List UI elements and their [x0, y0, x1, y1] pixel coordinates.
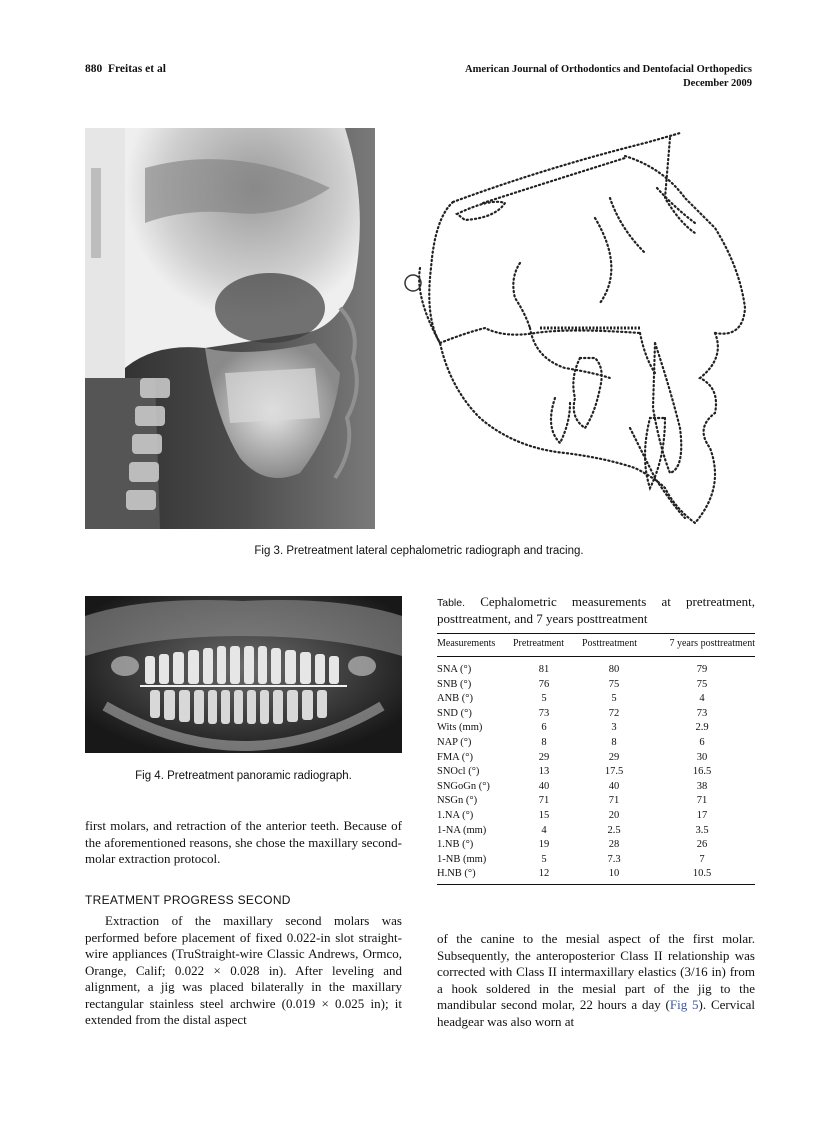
measurement-value: 79 [696, 664, 708, 675]
journal-name: American Journal of Orthodontics and Dentofacial Orthopedics [465, 64, 752, 75]
table-row [437, 663, 755, 678]
table-row [437, 721, 755, 736]
measurement-value: 15 [538, 809, 550, 821]
measurement-value: 10.5 [692, 868, 712, 880]
measurement-value: 72 [608, 707, 620, 719]
lateral-cephalometric-radiograph [85, 128, 375, 529]
table-row [437, 867, 755, 882]
measurement-value: 81 [538, 664, 550, 675]
measurement-value: 10 [608, 868, 620, 880]
table-top-rule [437, 633, 755, 634]
measurement-value: 71 [538, 795, 550, 807]
measurement-value: 75 [696, 678, 708, 690]
figure-4-caption: Fig 4. Pretreatment panoramic radiograph. [135, 770, 352, 782]
measurement-value: 17 [696, 809, 708, 821]
table-header-cell: Pretreatment [513, 638, 565, 649]
measurement-value: 3 [611, 722, 617, 734]
measurement-value: 80 [608, 664, 620, 675]
table-bottom-rule [437, 884, 755, 885]
measurement-value: 6 [541, 722, 547, 734]
panoramic-radiograph [85, 596, 402, 753]
text-run: of the canine to the mesial aspect of the first molar. Subsequently, the anteroposterior Class II relationship was corrected with Class II intermaxillary elastics (3/16 in) from a hook soldered in the mesial part of the jig to the mandibular second molar, 22 hours a day ( [437, 931, 755, 1012]
running-header-left: 880 Freitas et al [85, 63, 166, 75]
table-row [437, 707, 755, 722]
table-row [437, 780, 755, 795]
measurement-value: 38 [696, 780, 708, 792]
measurement-value: 8 [611, 736, 617, 748]
measurement-name: ANB (°) [437, 693, 473, 705]
measurement-name: SNA (°) [437, 664, 472, 675]
table-row [437, 838, 755, 853]
table-row [437, 765, 755, 780]
measurement-value: 73 [696, 707, 708, 719]
measurement-name: Wits (mm) [437, 722, 483, 734]
table-row [437, 751, 755, 766]
table-header-cell: 7 years posttreatment [669, 638, 755, 649]
measurement-name: SND (°) [437, 707, 472, 719]
table-row [437, 794, 755, 809]
table-row [437, 824, 755, 839]
table-row [437, 678, 755, 693]
table-row [437, 692, 755, 707]
running-header-right [465, 63, 752, 91]
table-header-cell: Measurements [437, 638, 496, 649]
measurement-value: 6 [699, 736, 705, 748]
measurement-value: 71 [608, 795, 620, 807]
measurement-value: 3.5 [695, 824, 709, 836]
measurement-value: 71 [696, 795, 708, 807]
issue-date: December 2009 [683, 78, 752, 89]
table-header-rule [437, 656, 755, 657]
measurement-value: 5 [541, 693, 547, 705]
measurement-name: SNGoGn (°) [437, 780, 490, 792]
table-label: Table. [437, 597, 466, 609]
paragraph: first molars, and retraction of the anterior teeth. Because of the aforementioned reasons, she chose the maxillary second-molar extraction protocol. [85, 818, 402, 866]
text-run: ). Cervical headgear was also worn at [437, 997, 755, 1029]
section-heading: TREATMENT PROGRESS SECOND [85, 893, 291, 907]
measurement-value: 4 [541, 824, 547, 836]
measurement-value: 40 [538, 780, 550, 792]
measurement-name: H.NB (°) [437, 868, 476, 880]
measurement-value: 12 [538, 868, 550, 880]
paragraph [437, 931, 755, 1030]
measurement-name: 1-NA (mm) [437, 824, 487, 836]
measurement-name: 1.NA (°) [437, 809, 474, 821]
measurement-value: 2.5 [607, 824, 621, 836]
measurement-name: 1.NB (°) [437, 839, 474, 851]
measurement-value: 2.9 [695, 722, 709, 734]
measurement-name: FMA (°) [437, 751, 473, 763]
measurement-value: 20 [608, 809, 620, 821]
measurement-value: 16.5 [692, 766, 712, 778]
measurement-value: 19 [538, 839, 550, 851]
figure-5-link[interactable]: Fig 5 [669, 997, 699, 1012]
measurement-value: 8 [541, 736, 547, 748]
measurement-name: 1-NB (mm) [437, 853, 487, 865]
measurement-value: 75 [608, 678, 620, 690]
measurement-value: 17.5 [604, 766, 624, 778]
measurement-value: 7.3 [607, 853, 621, 865]
measurement-value: 30 [696, 751, 708, 763]
cephalometric-table [437, 663, 755, 882]
measurement-value: 13 [538, 766, 550, 778]
measurement-name: NAP (°) [437, 736, 472, 748]
measurement-name: NSGn (°) [437, 795, 478, 807]
measurement-value: 29 [538, 751, 550, 763]
measurement-value: 76 [538, 678, 550, 690]
cephalometric-tracing [395, 128, 765, 529]
measurement-value: 4 [699, 693, 705, 705]
figure-3-caption: Fig 3. Pretreatment lateral cephalometric radiograph and tracing. [254, 545, 584, 557]
paragraph: Extraction of the maxillary second molars was performed before placement of fixed 0.022-in slot straight-wire appliances (TruStraight-wire Classic Andrews, Ormco, Orange, Calif; 0.022 × 0.028 in). After leveling and alignment, a jig was placed bilaterally in the maxillary rectangular stainless steel archwire (0.019 × 0.025 in); it extended from the distal aspect [85, 913, 402, 1027]
measurement-value: 26 [696, 839, 708, 851]
measurement-name: SNB (°) [437, 678, 472, 690]
measurement-value: 29 [608, 751, 620, 763]
measurement-name: SNOcl (°) [437, 766, 480, 778]
table-row [437, 809, 755, 824]
table-caption [437, 594, 755, 627]
table-title: Cephalometric measurements at pretreatment, posttreatment, and 7 years posttreatment [437, 594, 755, 626]
table-row [437, 853, 755, 868]
table-header-cell: Posttreatment [582, 638, 637, 649]
measurement-value: 5 [541, 853, 547, 865]
table-row [437, 736, 755, 751]
measurement-value: 40 [608, 780, 620, 792]
measurement-value: 73 [538, 707, 550, 719]
measurement-value: 5 [611, 693, 617, 705]
measurement-value: 28 [608, 839, 620, 851]
measurement-value: 7 [699, 853, 705, 865]
